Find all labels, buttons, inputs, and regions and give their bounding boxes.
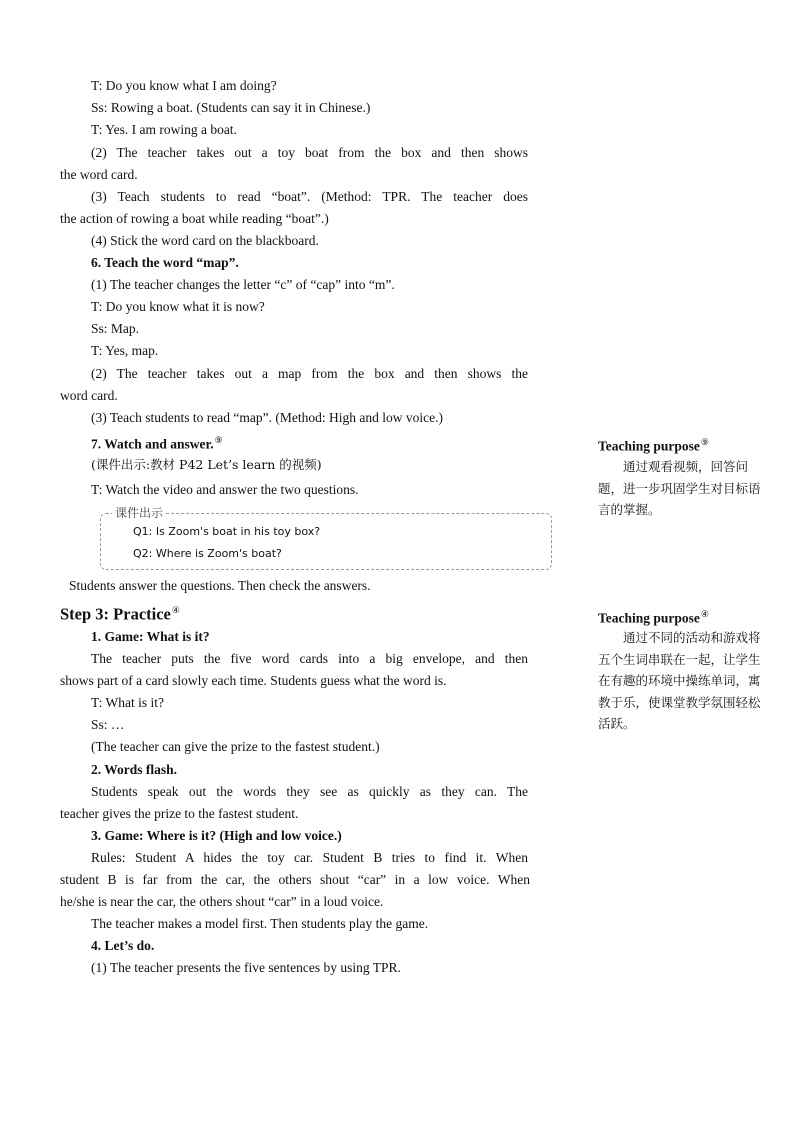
paragraph-line: Students speak out the words they see as quickly as they can. The	[91, 784, 528, 799]
paragraph-line: (2) The teacher takes out a toy boat from the box and then shows	[91, 145, 528, 160]
dialogue-line: T: Yes. I am rowing a boat.	[91, 122, 237, 137]
section-heading: 1. Game: What is it?	[91, 629, 210, 644]
dialogue-line: T: Yes, map.	[91, 343, 159, 358]
paragraph-line: student B is far from the car, the others shout “car” in a low voice. When	[60, 872, 530, 887]
teaching-purpose-title	[598, 433, 709, 456]
teaching-purpose-title	[598, 605, 709, 628]
footnote-mark: ⑨	[700, 437, 709, 447]
paragraph-line: shows part of a card slowly each time. Students guess what the word is.	[60, 673, 447, 688]
paragraph-line: (4) Stick the word card on the blackboard.	[91, 233, 319, 248]
paragraph-line: (2) The teacher takes out a map from the box and then shows the	[91, 366, 528, 381]
teaching-purpose-title-text: Teaching purpose	[598, 438, 700, 454]
paragraph-line: (3) Teach students to read “map”. (Method: High and low voice.)	[91, 410, 443, 425]
paragraph-line: (1) The teacher changes the letter “c” of “cap” into “m”.	[91, 277, 395, 292]
section-heading: 6. Teach the word “map”.	[91, 255, 239, 270]
dialogue-line: T: Watch the video and answer the two questions.	[91, 482, 359, 497]
question-1: Q1: Is Zoom's boat in his toy box?	[133, 525, 321, 538]
section-heading-text: 7. Watch and answer.	[91, 436, 214, 452]
paragraph-line: teacher gives the prize to the fastest student.	[60, 806, 299, 821]
paragraph-line: (The teacher can give the prize to the fastest student.)	[91, 739, 380, 754]
dialogue-line: T: What is it?	[91, 695, 164, 710]
dialogue-line: Ss: Rowing a boat. (Students can say it in Chinese.)	[91, 100, 371, 115]
section-heading: 4. Let’s do.	[91, 938, 155, 953]
paragraph-line: word card.	[60, 388, 118, 403]
paragraph-line: The teacher makes a model first. Then students play the game.	[91, 916, 429, 931]
step-heading-text: Step 3: Practice	[60, 604, 171, 624]
section-heading: 2. Words flash.	[91, 762, 178, 777]
courseware-note: (课件出示:教材 P42 Let’s learn 的视频)	[91, 457, 322, 472]
courseware-box	[100, 513, 552, 570]
footnote-mark: ④	[171, 605, 180, 615]
teaching-purpose-body: 通过观看视频，回答问题，进一步巩固学生对目标语言的掌握。	[598, 459, 761, 517]
paragraph-line: Students answer the questions. Then check the answers.	[69, 578, 371, 593]
teaching-purpose-title-text: Teaching purpose	[598, 610, 700, 626]
dialogue-line: Ss: …	[91, 717, 125, 732]
paragraph-line: (3) Teach students to read “boat”. (Method: TPR. The teacher does	[91, 189, 528, 204]
dialogue-line: T: Do you know what it is now?	[91, 299, 265, 314]
dialogue-line: Ss: Map.	[91, 321, 140, 336]
paragraph-line: he/she is near the car, the others shout “car” in a loud voice.	[60, 894, 384, 909]
dialogue-line: T: Do you know what I am doing?	[91, 78, 277, 93]
question-2: Q2: Where is Zoom's boat?	[133, 547, 282, 560]
footnote-mark: ④	[700, 609, 709, 619]
teaching-purpose-body: 通过不同的活动和游戏将五个生词串联在一起，让学生在有趣的环境中操练单词，寓教于乐，使课堂教学氛围轻松活跃。	[598, 630, 761, 731]
paragraph-line: the action of rowing a boat while reading “boat”.)	[60, 211, 329, 226]
courseware-box-label: 课件出示	[112, 505, 166, 521]
paragraph-line: The teacher puts the five word cards into a big envelope, and then	[91, 651, 528, 666]
paragraph-line: Rules: Student A hides the toy car. Student B tries to find it. When	[91, 850, 528, 865]
section-heading	[91, 431, 561, 454]
step-heading	[60, 600, 530, 625]
paragraph-line: the word card.	[60, 167, 138, 182]
section-heading: 3. Game: Where is it? (High and low voice.)	[91, 828, 342, 843]
paragraph-line: (1) The teacher presents the five sentences by using TPR.	[91, 960, 401, 975]
footnote-mark: ⑨	[214, 435, 223, 445]
